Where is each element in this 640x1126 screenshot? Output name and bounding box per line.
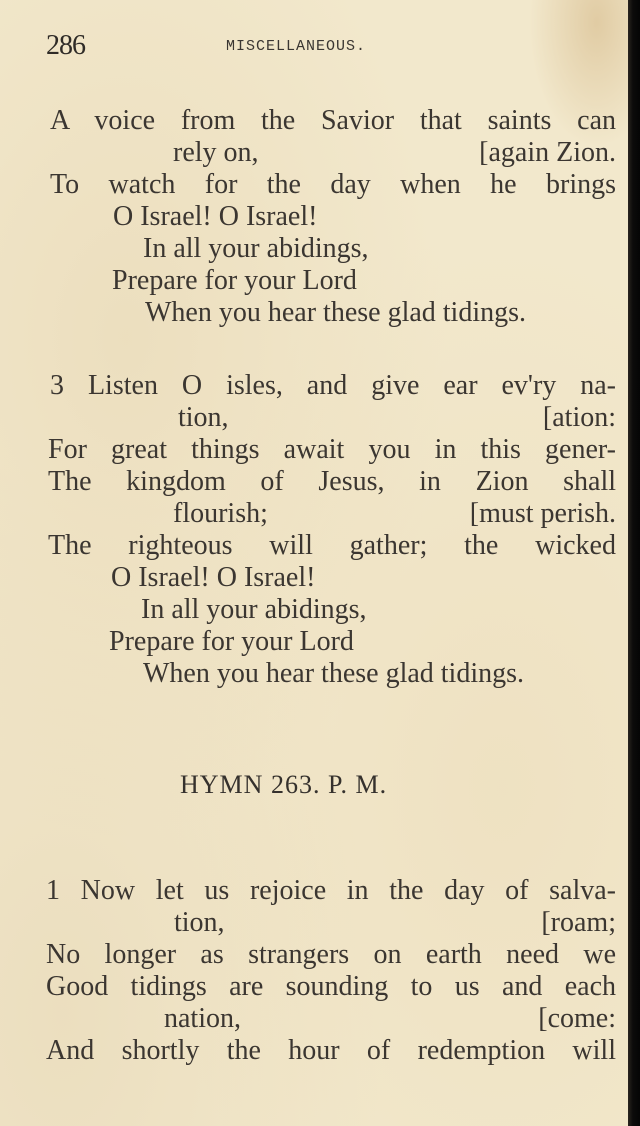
verse-line-split: [50, 1003, 616, 1035]
verse-line-turnover: [must perish.: [469, 498, 616, 529]
refrain-line: Prepare for your Lord: [112, 265, 357, 296]
page-number: 286: [46, 30, 85, 61]
verse-line: 3 Listen O isles, and give ear ev'ry na-: [50, 370, 616, 401]
refrain-line: In all your abidings,: [141, 594, 367, 625]
verse-line-turnover: [ation:: [542, 402, 616, 433]
verse-line-split: [50, 498, 616, 530]
verse-line-split: [50, 402, 616, 434]
refrain-line: When you hear these glad tidings.: [143, 658, 525, 689]
hymn-heading: HYMN 263. P. M.: [180, 770, 388, 799]
verse-line: No longer as strangers on earth need we: [46, 939, 616, 970]
verse-line: The righteous will gather; the wicked: [48, 530, 616, 561]
running-head: MISCELLANEOUS.: [226, 38, 367, 55]
refrain-line: O Israel! O Israel!: [111, 562, 316, 593]
page-edge-shadow: [628, 0, 640, 1126]
verse-line-turnover: [come:: [538, 1003, 616, 1034]
verse-line-split: [50, 137, 616, 169]
verse-line-continuation: tion,: [174, 907, 225, 938]
verse-line-continuation: rely on,: [173, 137, 259, 168]
verse-line: Good tidings are sounding to us and each: [46, 971, 616, 1002]
verse-line: A voice from the Savior that saints can: [50, 105, 616, 136]
verse-line: 1 Now let us rejoice in the day of salva-: [46, 875, 616, 906]
verse-line-turnover: [roam;: [541, 907, 616, 938]
refrain-line: Prepare for your Lord: [109, 626, 354, 657]
verse-line-continuation: tion,: [178, 402, 229, 433]
verse-line-continuation: nation,: [164, 1003, 241, 1034]
verse-line: To watch for the day when he brings: [50, 169, 616, 200]
verse-line-split: [50, 907, 616, 939]
refrain-line: When you hear these glad tidings.: [145, 297, 527, 328]
page-header: [46, 30, 616, 70]
refrain-line: In all your abidings,: [143, 233, 369, 264]
verse-line-continuation: flourish;: [173, 498, 268, 529]
refrain-line: O Israel! O Israel!: [113, 201, 318, 232]
verse-line: The kingdom of Jesus, in Zion shall: [48, 466, 616, 497]
verse-line: And shortly the hour of redemption will: [46, 1035, 616, 1066]
verse-line: For great things await you in this gener-: [48, 434, 616, 465]
verse-line-turnover: [again Zion.: [479, 137, 616, 168]
